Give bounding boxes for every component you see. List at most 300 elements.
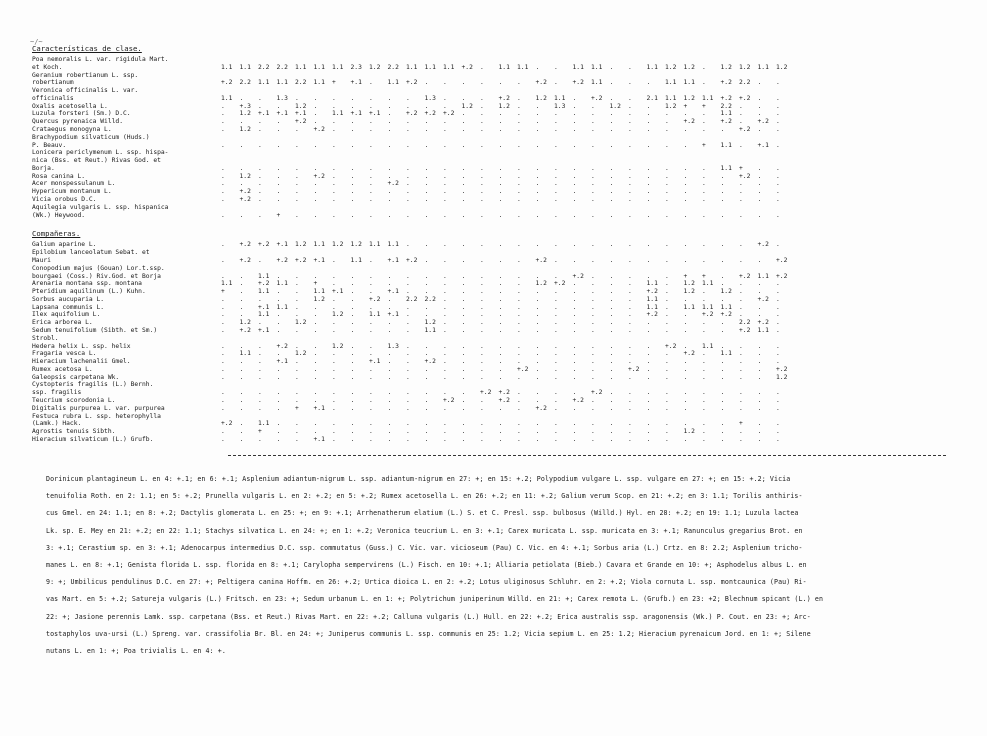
abundance-cell: . <box>424 164 429 172</box>
abundance-cell: + <box>702 272 706 280</box>
abundance-cell: . <box>609 110 614 118</box>
abundance-cell: . <box>591 280 595 288</box>
abundance-cell: . <box>295 188 299 196</box>
abundance-cell: . <box>739 435 743 443</box>
abundance-cell: +.2 <box>313 172 325 180</box>
abundance-cell: . <box>702 164 706 172</box>
abundance-cell: . <box>609 389 614 397</box>
abundance-cell: . <box>665 256 669 264</box>
abundance-cell: +.2 <box>739 172 751 180</box>
abundance-cell: 2.2 <box>276 63 288 71</box>
abundance-cell: 1.1 <box>295 63 307 71</box>
abundance-cell: . <box>646 110 651 118</box>
scan-stamp: ~/~ <box>30 38 43 46</box>
abundance-cell: . <box>646 256 651 264</box>
abundance-cell: . <box>387 319 392 327</box>
abundance-cell: 1.1 <box>221 94 233 102</box>
abundance-cell: . <box>276 172 281 180</box>
abundance-cell: . <box>239 118 244 126</box>
abundance-cell: 1.1 <box>313 241 325 249</box>
abundance-cell: . <box>609 396 614 404</box>
abundance-cell: . <box>591 196 595 204</box>
abundance-cell: . <box>591 365 595 373</box>
abundance-cell: . <box>350 326 355 334</box>
abundance-cell: . <box>258 211 262 219</box>
abundance-cell: 1.1 <box>498 63 510 71</box>
abundance-cell: . <box>591 241 595 249</box>
abundance-cell: . <box>480 126 484 134</box>
abundance-cell: +.2 <box>720 118 732 126</box>
abundance-cell: . <box>350 311 355 319</box>
abundance-cell: . <box>720 396 725 404</box>
abundance-cell: . <box>739 342 743 350</box>
abundance-cell: . <box>498 79 503 87</box>
abundance-cell: 1.1 <box>646 303 658 311</box>
abundance-cell: . <box>554 63 558 71</box>
abundance-cell: 1.2 <box>239 172 251 180</box>
abundance-cell: . <box>757 172 762 180</box>
abundance-cell: . <box>350 172 355 180</box>
abundance-cell: . <box>258 256 262 264</box>
abundance-cell: + <box>702 141 706 149</box>
abundance-cell: . <box>572 295 577 303</box>
abundance-cell: . <box>295 126 299 134</box>
abundance-cell: 1.2 <box>683 428 695 436</box>
accidental-species-notes <box>46 471 946 660</box>
abundance-cell: . <box>498 295 503 303</box>
abundance-cell: . <box>461 172 466 180</box>
abundance-cell: . <box>313 180 318 188</box>
abundance-cell: . <box>683 435 688 443</box>
abundance-cell: . <box>295 280 299 288</box>
abundance-cell: . <box>776 94 780 102</box>
abundance-cell: +.2 <box>443 110 455 118</box>
abundance-cell: +.1 <box>313 435 325 443</box>
notes-line: 22: +; Jasione perennis Lamk. ssp. carpetana (Bss. et Reut.) Rivas Mart. en 22: +.2; Calluna vulgaris (L.) Hull. en 22: +.2; Erica australis ssp. aragonensis (Wk.) P. Cout. en 23: +; Arc- <box>46 612 811 621</box>
abundance-cell: . <box>276 373 281 381</box>
abundance-cell: . <box>683 211 688 219</box>
abundance-cell: . <box>609 303 614 311</box>
abundance-cell: . <box>406 241 410 249</box>
abundance-cell: . <box>332 420 336 428</box>
abundance-cell: . <box>498 428 503 436</box>
abundance-cell: . <box>443 188 447 196</box>
abundance-cell: . <box>665 118 669 126</box>
abundance-cell: . <box>258 350 262 358</box>
abundance-cell: . <box>609 211 614 219</box>
abundance-cell: . <box>720 196 725 204</box>
abundance-cell: . <box>387 172 392 180</box>
abundance-cell: . <box>369 196 373 204</box>
abundance-cell: 1.2 <box>295 241 307 249</box>
abundance-cell: . <box>480 94 484 102</box>
abundance-cell: . <box>572 180 577 188</box>
abundance-cell: . <box>332 164 336 172</box>
abundance-cell: . <box>609 373 614 381</box>
abundance-cell: . <box>739 396 743 404</box>
abundance-cell: . <box>554 126 558 134</box>
abundance-cell: . <box>498 241 503 249</box>
abundance-cell: . <box>480 373 484 381</box>
abundance-cell: . <box>757 180 762 188</box>
species-name: P. Beauv. <box>32 141 67 149</box>
abundance-cell: . <box>239 435 244 443</box>
abundance-cell: . <box>258 404 262 412</box>
abundance-cell: +.1 <box>258 110 270 118</box>
abundance-cell: . <box>609 118 614 126</box>
abundance-cell: . <box>702 196 706 204</box>
abundance-cell: 1.2 <box>683 94 695 102</box>
abundance-cell: . <box>369 303 373 311</box>
abundance-cell: . <box>498 256 503 264</box>
species-name: Luzula forsteri (Sm.) D.C. <box>32 110 131 118</box>
abundance-cell: . <box>776 188 780 196</box>
abundance-cell: . <box>646 396 651 404</box>
abundance-cell: . <box>591 420 595 428</box>
abundance-cell: . <box>757 288 762 296</box>
abundance-cell: . <box>702 358 706 366</box>
abundance-cell: . <box>443 389 447 397</box>
abundance-cell: . <box>332 404 336 412</box>
abundance-cell: . <box>480 110 484 118</box>
abundance-cell: . <box>776 428 780 436</box>
abundance-cell: . <box>591 272 595 280</box>
abundance-cell: . <box>720 180 725 188</box>
abundance-cell: . <box>406 180 410 188</box>
abundance-cell: . <box>609 256 614 264</box>
abundance-cell: . <box>554 350 558 358</box>
abundance-cell: . <box>646 420 651 428</box>
abundance-cell: . <box>739 358 743 366</box>
abundance-cell: 1.1 <box>646 295 658 303</box>
abundance-cell: . <box>702 118 706 126</box>
abundance-cell: . <box>480 319 484 327</box>
abundance-cell: 1.1 <box>406 63 418 71</box>
abundance-cell: + <box>683 102 688 110</box>
abundance-cell: . <box>720 420 725 428</box>
abundance-cell: 1.2 <box>665 102 677 110</box>
abundance-cell: . <box>591 435 595 443</box>
abundance-cell: . <box>646 126 651 134</box>
abundance-cell: . <box>406 141 410 149</box>
abundance-cell: . <box>628 180 632 188</box>
species-name: Lapsana communis L. <box>32 303 105 311</box>
abundance-cell: . <box>480 435 484 443</box>
abundance-cell: . <box>295 365 299 373</box>
abundance-cell: . <box>443 141 447 149</box>
abundance-cell: 1.1 <box>757 326 769 334</box>
abundance-cell: . <box>295 420 299 428</box>
abundance-cell: 1.2 <box>609 102 621 110</box>
abundance-cell: . <box>295 435 299 443</box>
species-name: Digitalis purpurea L. var. purpurea <box>32 404 165 412</box>
abundance-cell: +.2 <box>646 288 658 296</box>
abundance-cell: . <box>369 141 373 149</box>
species-name: Quercus pyrenaica Willd. <box>32 118 123 126</box>
abundance-cell: . <box>757 188 762 196</box>
abundance-cell: . <box>757 280 762 288</box>
abundance-cell: . <box>609 188 614 196</box>
abundance-cell: . <box>535 272 540 280</box>
abundance-cell: . <box>313 102 318 110</box>
abundance-cell: . <box>757 110 762 118</box>
abundance-cell: 1.1 <box>313 79 325 87</box>
abundance-cell: . <box>683 141 688 149</box>
abundance-cell: . <box>276 180 281 188</box>
species-name: robertianum <box>32 79 74 87</box>
abundance-cell: . <box>387 196 392 204</box>
abundance-cell: . <box>572 141 577 149</box>
abundance-cell: . <box>258 373 262 381</box>
abundance-cell: . <box>461 118 466 126</box>
abundance-cell: . <box>480 196 484 204</box>
abundance-cell: . <box>757 342 762 350</box>
abundance-cell: . <box>683 172 688 180</box>
abundance-cell: . <box>739 141 743 149</box>
abundance-cell: 1.1 <box>665 94 677 102</box>
abundance-cell: . <box>628 118 632 126</box>
abundance-cell: . <box>480 404 484 412</box>
abundance-cell: +.2 <box>776 365 788 373</box>
species-name: ssp. fragilis <box>32 389 82 397</box>
abundance-cell: 1.1 <box>276 280 288 288</box>
abundance-cell: . <box>646 79 651 87</box>
abundance-cell: +.1 <box>757 141 769 149</box>
abundance-cell: . <box>498 373 503 381</box>
abundance-cell: . <box>443 435 447 443</box>
abundance-cell: . <box>258 358 262 366</box>
abundance-cell: . <box>350 350 355 358</box>
abundance-cell: . <box>757 196 762 204</box>
abundance-cell: . <box>757 303 762 311</box>
abundance-cell: . <box>776 435 780 443</box>
abundance-cell: . <box>498 164 503 172</box>
abundance-cell: . <box>480 102 484 110</box>
abundance-cell: . <box>535 365 540 373</box>
abundance-cell: . <box>480 326 484 334</box>
abundance-cell: . <box>332 396 336 404</box>
abundance-cell: . <box>221 389 225 397</box>
species-name: Acer monspessulanum L. <box>32 180 116 188</box>
abundance-cell: . <box>720 389 725 397</box>
abundance-cell: 1.2 <box>720 63 732 71</box>
abundance-cell: . <box>554 428 558 436</box>
species-name: Hieracium lachenalii Gmel. <box>32 358 131 366</box>
abundance-cell: . <box>443 126 447 134</box>
abundance-cell: . <box>757 164 762 172</box>
abundance-cell: . <box>332 350 336 358</box>
abundance-cell: . <box>720 428 725 436</box>
abundance-cell: . <box>683 295 688 303</box>
abundance-cell: . <box>720 326 725 334</box>
abundance-cell: . <box>776 211 780 219</box>
abundance-cell: . <box>443 342 447 350</box>
abundance-cell: . <box>424 435 429 443</box>
abundance-cell: . <box>498 420 503 428</box>
abundance-cell: . <box>424 126 429 134</box>
abundance-cell: . <box>554 358 558 366</box>
abundance-cell: . <box>776 280 780 288</box>
abundance-cell: . <box>424 280 429 288</box>
abundance-cell: . <box>258 295 262 303</box>
abundance-cell: . <box>517 196 521 204</box>
abundance-cell: . <box>313 342 318 350</box>
abundance-cell: . <box>572 342 577 350</box>
abundance-cell: . <box>702 365 706 373</box>
abundance-cell: . <box>295 295 299 303</box>
abundance-cell: 2.2 <box>239 79 251 87</box>
abundance-cell: 1.1 <box>702 94 714 102</box>
abundance-cell: . <box>406 303 410 311</box>
abundance-cell: . <box>683 365 688 373</box>
abundance-cell: 1.1 <box>572 63 584 71</box>
abundance-cell: . <box>665 350 669 358</box>
abundance-cell: . <box>628 311 632 319</box>
abundance-cell: . <box>258 396 262 404</box>
abundance-values <box>221 436 795 444</box>
species-name: Galium aparine L. <box>32 241 97 249</box>
abundance-cell: . <box>313 110 318 118</box>
abundance-cell: . <box>609 288 614 296</box>
notes-line: 3: +.1; Cerastium sp. en 3: +.1; Adenocarpus intermedius D.C. ssp. commutatus (Guss.) C. Vic. var. vicioseum (Pau) C. Vic. en 4: +.1; Sorbus aria (L.) Crtz. en 8: 2.2; Asplenium tricho- <box>46 543 803 552</box>
abundance-cell: 1.2 <box>535 94 547 102</box>
abundance-cell: . <box>776 295 780 303</box>
abundance-cell: 1.2 <box>665 63 677 71</box>
abundance-cell: . <box>221 295 225 303</box>
abundance-cell: . <box>332 272 336 280</box>
abundance-cell: + <box>739 420 743 428</box>
abundance-cell: . <box>739 389 743 397</box>
abundance-cell: 1.2 <box>498 102 510 110</box>
abundance-cell: . <box>387 110 392 118</box>
abundance-cell: . <box>369 319 373 327</box>
abundance-cell: . <box>609 196 614 204</box>
abundance-cell: . <box>572 435 577 443</box>
abundance-cell: . <box>683 342 688 350</box>
abundance-cell: . <box>350 288 355 296</box>
abundance-cell: . <box>258 435 262 443</box>
abundance-cell: . <box>776 319 780 327</box>
abundance-cell: . <box>609 420 614 428</box>
abundance-cell: . <box>609 358 614 366</box>
species-name: Cystopteris fragilis (L.) Bernh. <box>32 381 154 389</box>
abundance-cell: . <box>776 288 780 296</box>
abundance-cell: . <box>498 404 503 412</box>
abundance-cell: . <box>461 342 466 350</box>
abundance-cell: +.2 <box>572 79 584 87</box>
abundance-cell: . <box>572 303 577 311</box>
abundance-cell: . <box>739 241 743 249</box>
abundance-cell: . <box>702 373 706 381</box>
abundance-cell: . <box>480 188 484 196</box>
abundance-cell: . <box>517 172 521 180</box>
abundance-cell: . <box>221 211 225 219</box>
abundance-cell: +.2 <box>683 350 695 358</box>
abundance-cell: . <box>332 118 336 126</box>
abundance-cell: . <box>720 435 725 443</box>
abundance-cell: . <box>776 350 780 358</box>
abundance-cell: . <box>350 126 355 134</box>
abundance-cell: . <box>665 311 669 319</box>
abundance-cell: . <box>480 63 484 71</box>
abundance-cell: . <box>221 126 225 134</box>
abundance-cell: . <box>461 211 466 219</box>
section-heading: Compañeras. <box>32 229 81 239</box>
abundance-cell: . <box>535 326 540 334</box>
abundance-cell: . <box>406 188 410 196</box>
abundance-cell: . <box>665 164 669 172</box>
abundance-cell: . <box>517 350 521 358</box>
abundance-cell: +.2 <box>757 241 769 249</box>
abundance-cell: . <box>313 350 318 358</box>
abundance-cell: . <box>739 373 743 381</box>
notes-line: vas Mart. en 5: +.2; Satureja vulgaris (L.) Fritsch. en 23: +; Sedum urbanum L. en 1: +; Polytrichum juniperinum Willd. en 21: +; Carex remota L. (Grufb.) en 23: +2; Blechnum spicant (L.) en <box>46 595 824 604</box>
species-name: Sorbus aucuparia L. <box>32 295 105 303</box>
abundance-cell: . <box>628 102 632 110</box>
abundance-cell: . <box>369 420 373 428</box>
abundance-cell: . <box>239 389 244 397</box>
abundance-cell: . <box>554 288 558 296</box>
abundance-cell: . <box>665 326 669 334</box>
abundance-cell: . <box>702 404 706 412</box>
abundance-cell: . <box>221 396 225 404</box>
species-name: Sedum tenuifolium (Sibth. et Sm.) <box>32 326 158 334</box>
notes-line: nutans L. en 1: +; Poa trivialis L. en 4: +. <box>46 646 226 655</box>
abundance-cell: +.1 <box>332 288 344 296</box>
abundance-cell: . <box>295 288 299 296</box>
species-name: (Wk.) Heywood. <box>32 211 86 219</box>
abundance-cell: . <box>221 196 225 204</box>
abundance-cell: . <box>628 342 632 350</box>
abundance-cell: . <box>646 358 651 366</box>
abundance-cell: . <box>387 188 392 196</box>
abundance-cell: . <box>757 365 762 373</box>
abundance-cell: . <box>572 358 577 366</box>
abundance-cell: . <box>239 94 244 102</box>
abundance-cell: . <box>313 211 318 219</box>
abundance-cell: . <box>739 295 743 303</box>
abundance-cell: . <box>406 94 410 102</box>
abundance-cell: . <box>702 396 706 404</box>
abundance-cell: . <box>554 396 558 404</box>
abundance-cell: . <box>591 110 595 118</box>
abundance-cell: . <box>609 241 614 249</box>
species-name: Aquilegia vulgaris L. ssp. hispanica <box>32 203 169 211</box>
abundance-cell: . <box>683 241 688 249</box>
abundance-cell: . <box>424 288 429 296</box>
abundance-cell: . <box>535 196 540 204</box>
abundance-cell: +.2 <box>720 79 732 87</box>
abundance-cell: . <box>609 126 614 134</box>
abundance-cell: +.2 <box>739 326 751 334</box>
abundance-cell: . <box>387 420 392 428</box>
abundance-cell: . <box>554 241 558 249</box>
abundance-cell: . <box>406 342 410 350</box>
abundance-cell: . <box>461 295 466 303</box>
abundance-cell: . <box>498 196 503 204</box>
abundance-cell: +.2 <box>776 272 788 280</box>
abundance-cell: . <box>443 420 447 428</box>
abundance-cell: . <box>517 428 521 436</box>
abundance-cell: . <box>702 110 706 118</box>
abundance-cell: . <box>313 188 318 196</box>
species-name: Erica arborea L. <box>32 319 93 327</box>
abundance-cell: . <box>332 373 336 381</box>
abundance-cell: . <box>554 118 558 126</box>
abundance-cell: . <box>498 342 503 350</box>
abundance-cell: . <box>387 164 392 172</box>
abundance-cell: . <box>628 295 632 303</box>
